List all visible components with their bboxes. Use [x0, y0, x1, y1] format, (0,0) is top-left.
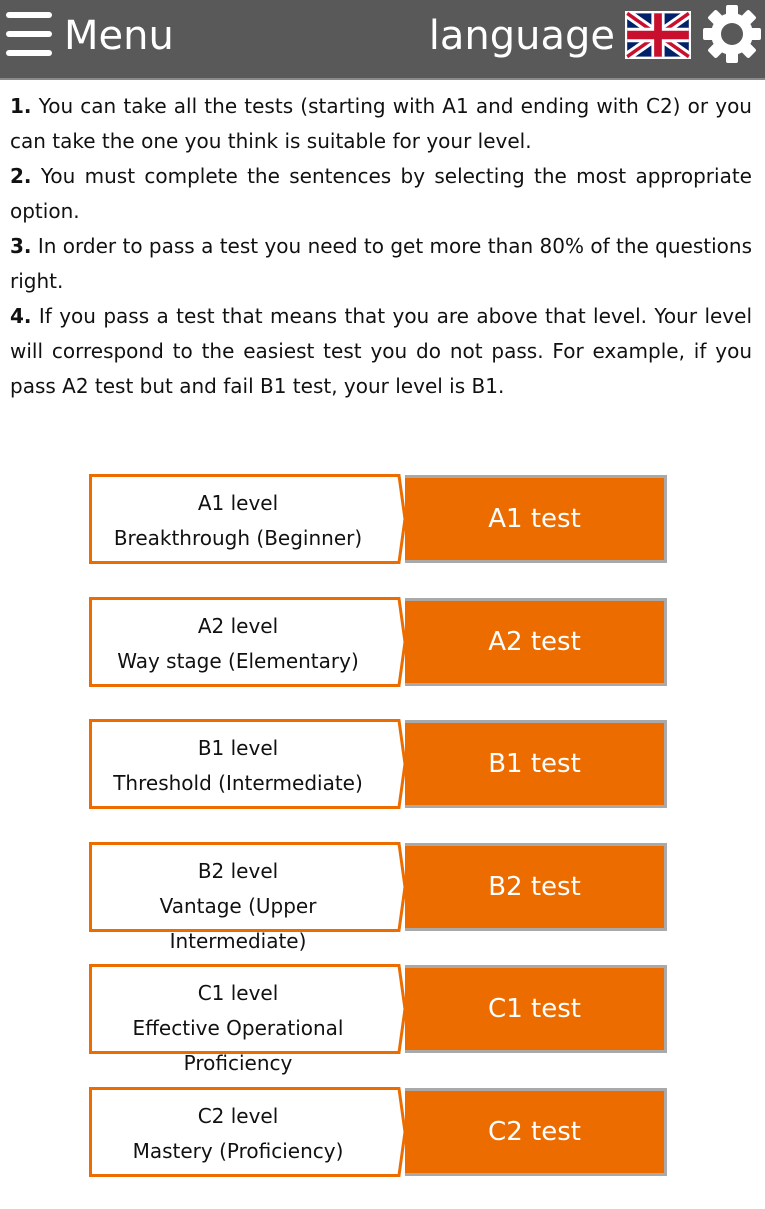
instruction-number: 3.	[10, 234, 32, 258]
level-text	[97, 597, 379, 679]
level-list	[89, 474, 669, 1209]
b2-test-button[interactable]: B2 test	[405, 843, 667, 931]
instruction-text: You must complete the sentences by selecting the most appropriate option.	[10, 164, 752, 223]
level-row-b1	[89, 719, 669, 809]
instruction-text: In order to pass a test you need to get more than 80% of the questions right.	[10, 234, 752, 293]
instruction-text: You can take all the tests (starting with A1 and ending with C2) or you can take the one you think is suitable for your level.	[10, 94, 752, 153]
level-text	[97, 842, 379, 959]
a2-test-button[interactable]: A2 test	[405, 598, 667, 686]
level-text	[97, 964, 379, 1081]
level-description: Threshold (Intermediate)	[113, 771, 363, 795]
b1-test-button[interactable]: B1 test	[405, 720, 667, 808]
level-name: C1 level	[197, 981, 279, 1005]
level-row-c2	[89, 1087, 669, 1177]
level-description: Way stage (Elementary)	[117, 648, 359, 673]
level-name: B1 level	[197, 736, 279, 760]
instruction-item	[10, 159, 752, 229]
instruction-item	[10, 89, 752, 159]
c1-test-button[interactable]: C1 test	[405, 965, 667, 1053]
instruction-number: 1.	[10, 94, 32, 118]
uk-flag-icon[interactable]	[625, 11, 691, 59]
level-row-a2	[89, 597, 669, 687]
level-name: C2 level	[197, 1103, 279, 1128]
top-bar	[0, 0, 765, 80]
menu-button[interactable]: Menu	[64, 13, 174, 59]
hamburger-menu-icon[interactable]	[6, 12, 52, 56]
level-description: Breakthrough (Beginner)	[113, 526, 363, 550]
level-name: B2 level	[197, 858, 279, 883]
level-name: A1 level	[197, 491, 279, 515]
instruction-number: 4.	[10, 304, 32, 328]
level-info-box	[89, 1087, 407, 1177]
instruction-item	[10, 299, 752, 404]
level-row-a1	[89, 474, 669, 564]
level-info-box	[89, 474, 407, 564]
level-info-box	[89, 719, 407, 809]
level-name: A2 level	[197, 613, 279, 638]
c2-test-button[interactable]: C2 test	[405, 1088, 667, 1176]
level-row-c1	[89, 964, 669, 1075]
level-text	[97, 474, 379, 556]
level-description: Vantage (Upper Intermediate)	[159, 893, 317, 953]
level-text	[97, 719, 379, 801]
instruction-number: 2.	[10, 164, 32, 188]
language-button[interactable]: language	[428, 13, 615, 59]
instruction-item	[10, 229, 752, 299]
level-info-box	[89, 842, 407, 953]
instructions	[10, 89, 752, 404]
instruction-text: If you pass a test that means that you are above that level. Your level will correspond to the easiest test you do not pass. For example, if you pass A2 test but and fail B1 test, your level is B1.	[10, 304, 752, 398]
level-text	[97, 1087, 379, 1169]
gear-icon[interactable]	[700, 2, 764, 66]
level-info-box	[89, 597, 407, 687]
level-info-box	[89, 964, 407, 1075]
level-description: Effective Operational Proficiency	[132, 1016, 344, 1075]
level-description: Mastery (Proficiency)	[132, 1138, 344, 1163]
a1-test-button[interactable]: A1 test	[405, 475, 667, 563]
level-row-b2	[89, 842, 669, 953]
